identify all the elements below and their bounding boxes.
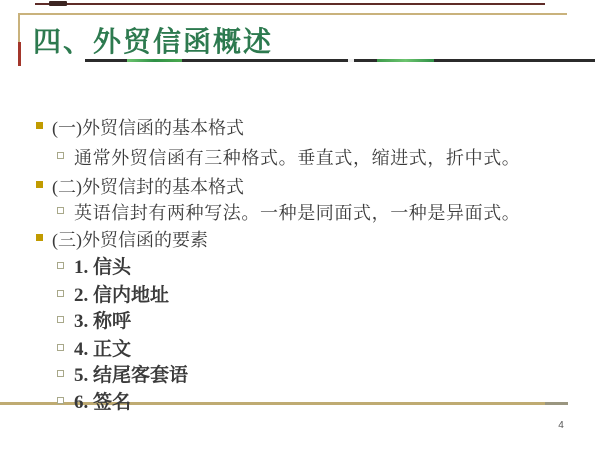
list-item-label: 通常外贸信函有三种格式。垂直式，缩进式，折中式。 — [74, 147, 521, 168]
list-item-label: 英语信封有两种写法。一种是同面式，一种是异面式。 — [74, 202, 521, 223]
list-item-label: 2. 信内地址 — [74, 284, 170, 306]
underline-green-segment — [127, 59, 182, 62]
list-item — [57, 337, 131, 361]
bullet-hollow-square-icon — [57, 290, 64, 297]
bullet-hollow-square-icon — [57, 397, 64, 404]
bullet-hollow-square-icon — [57, 262, 64, 269]
title-frame-red-accent — [18, 42, 21, 66]
list-item-label: 4. 正文 — [74, 338, 132, 360]
list-item-label: (一)外贸信函的基本格式 — [52, 117, 244, 138]
underline-gap — [348, 59, 354, 62]
list-item — [36, 174, 244, 198]
list-item — [36, 115, 244, 139]
top-rule-accent-mark — [49, 1, 67, 6]
bullet-hollow-square-icon — [57, 344, 64, 351]
bullet-hollow-square-icon — [57, 152, 64, 159]
title-frame-left-border — [18, 13, 20, 42]
list-item — [57, 309, 131, 333]
title-frame-top-border — [18, 13, 567, 15]
list-item — [57, 145, 520, 169]
bullet-hollow-square-icon — [57, 207, 64, 214]
underline-green-segment — [377, 59, 434, 62]
bullet-hollow-square-icon — [57, 316, 64, 323]
bullet-square-icon — [36, 122, 43, 129]
list-item-label: 3. 称呼 — [74, 310, 132, 332]
list-item-label: 6. 签名 — [74, 391, 132, 413]
list-item — [57, 283, 169, 307]
list-item — [57, 363, 188, 387]
bullet-square-icon — [36, 181, 43, 188]
page-number: 4 — [558, 420, 564, 431]
list-item — [57, 255, 131, 279]
list-item-label: 5. 结尾客套语 — [74, 364, 189, 386]
list-item-label: (三)外贸信函的要素 — [52, 229, 208, 250]
list-item — [57, 200, 520, 224]
bullet-hollow-square-icon — [57, 370, 64, 377]
bullet-square-icon — [36, 234, 43, 241]
list-item-label: (二)外贸信封的基本格式 — [52, 176, 244, 197]
list-item — [36, 227, 208, 251]
list-item — [57, 390, 131, 414]
top-horizontal-rule — [35, 3, 545, 5]
title-underline — [85, 59, 595, 62]
list-item-label: 1. 信头 — [74, 256, 132, 278]
slide-title: 四、外贸信函概述 — [33, 27, 274, 58]
bottom-rule-end-tip — [545, 402, 568, 405]
